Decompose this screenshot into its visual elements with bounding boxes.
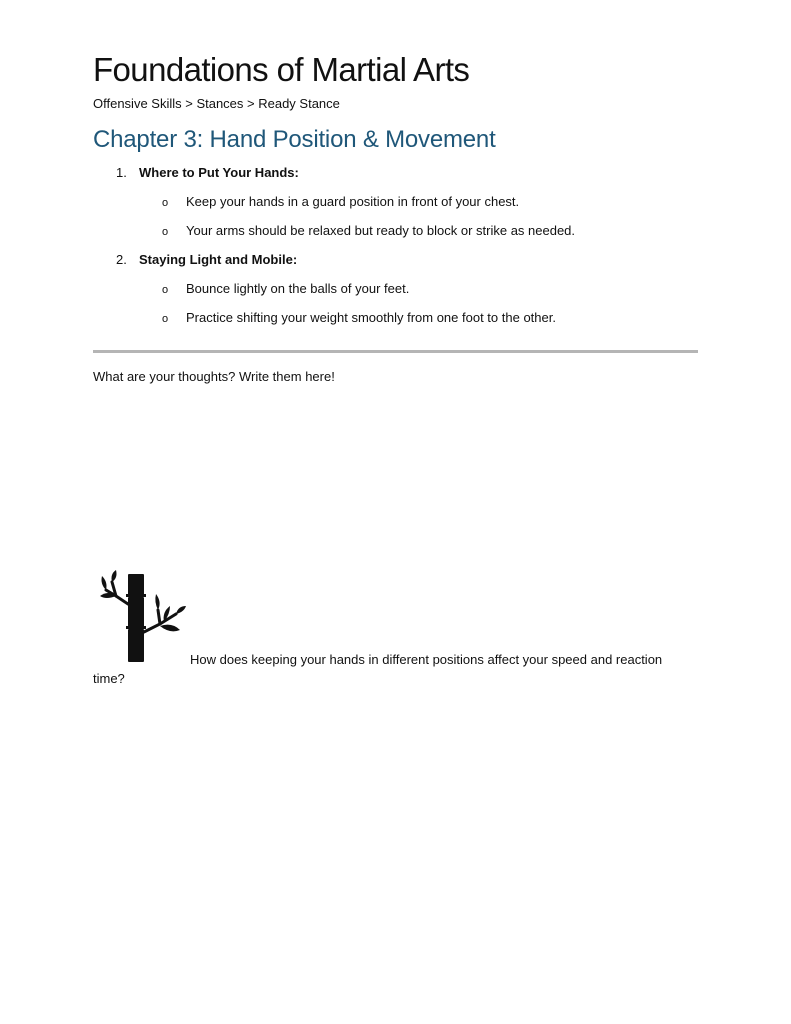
hollow-bullet-icon: o: [162, 313, 169, 325]
bullet-text: Bounce lightly on the balls of your feet.: [186, 281, 410, 296]
bullet-text: Keep your hands in a guard position in front of your chest.: [186, 194, 520, 209]
horizontal-divider: [93, 350, 698, 353]
numbered-item-mobility: [116, 252, 297, 268]
bullet-item: [162, 194, 519, 211]
bullet-item: [162, 310, 556, 327]
item-number: 1.: [116, 165, 127, 180]
item-label: Where to Put Your Hands:: [139, 165, 299, 180]
hollow-bullet-icon: o: [162, 284, 169, 296]
bullet-item: [162, 281, 409, 298]
bullet-text: Your arms should be relaxed but ready to block or strike as needed.: [186, 223, 576, 238]
item-label: Staying Light and Mobile:: [139, 252, 298, 267]
bullet-item: [162, 223, 575, 240]
question-text-line2: time?: [93, 671, 125, 686]
numbered-item-hands: [116, 165, 299, 181]
reflection-prompt: What are your thoughts? Write them here!: [93, 369, 335, 384]
item-number: 2.: [116, 252, 127, 267]
chapter-heading: Chapter 3: Hand Position & Movement: [93, 126, 496, 153]
hollow-bullet-icon: o: [162, 226, 169, 238]
breadcrumb: Offensive Skills > Stances > Ready Stance: [93, 96, 340, 111]
question-text-line1: How does keeping your hands in different positions affect your speed and reaction: [190, 652, 663, 667]
document-title: Foundations of Martial Arts: [93, 51, 470, 88]
bullet-text: Practice shifting your weight smoothly from one foot to the other.: [186, 310, 556, 325]
bamboo-icon: [98, 570, 186, 666]
hollow-bullet-icon: o: [162, 197, 169, 209]
